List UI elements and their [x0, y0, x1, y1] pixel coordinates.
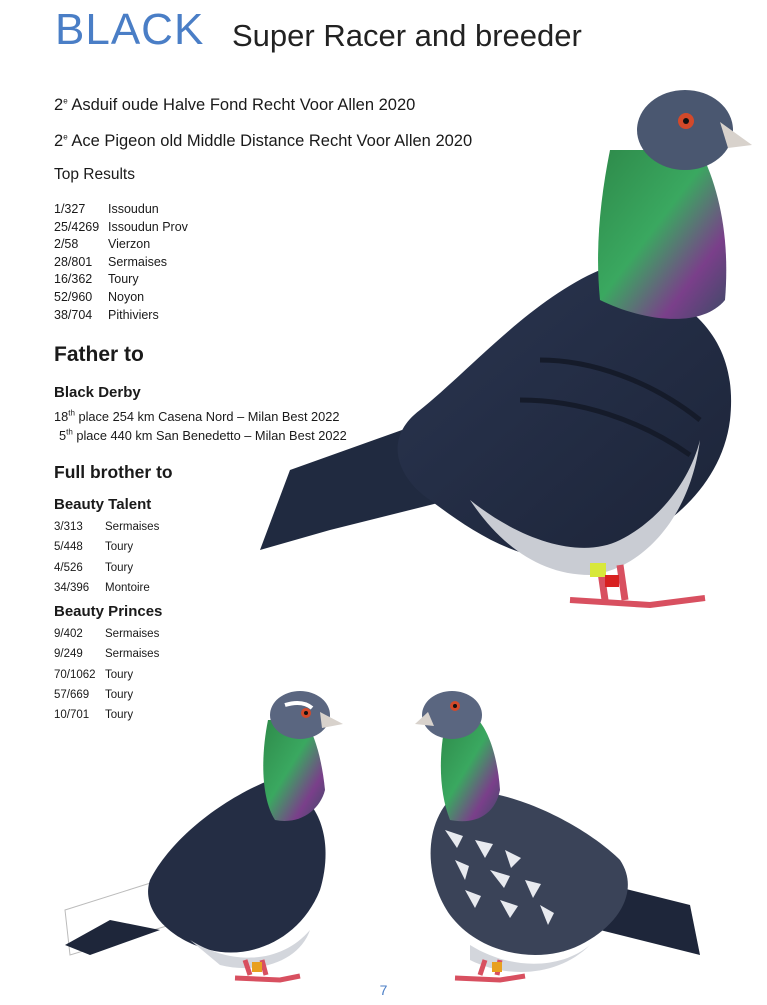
top-results-heading: Top Results — [54, 166, 135, 183]
result-rank: 10/701 — [54, 709, 90, 722]
achievement-1-text: Asduif oude Halve Fond Recht Voor Allen 2020 — [67, 96, 416, 114]
result-rank: 9/402 — [54, 628, 83, 640]
result-rank: 16/362 — [54, 272, 93, 287]
result-rank: 52/960 — [54, 289, 93, 304]
page-title: BLACK — [55, 5, 205, 54]
result-place: Toury — [108, 272, 139, 287]
result-place: Sermaises — [105, 648, 160, 661]
full-brother-heading: Full brother to — [54, 462, 173, 482]
result-place: Sermaises — [105, 521, 160, 533]
offspring-result-place: 18 — [54, 409, 69, 424]
father-to-heading: Father to — [54, 343, 144, 366]
sibling-name: Beauty Princes — [54, 603, 163, 620]
result-place: Toury — [105, 688, 134, 701]
offspring-name: Black Derby — [54, 384, 141, 401]
result-rank: 9/249 — [54, 648, 83, 661]
result-place: Sermaises — [105, 628, 160, 640]
offspring-result-text: place 440 km San Benedetto – Milan Best 2022 — [72, 428, 347, 443]
page-subtitle: Super Racer and breeder — [232, 18, 582, 53]
result-place: Issoudun — [108, 202, 159, 216]
result-rank: 2/58 — [54, 237, 79, 252]
result-rank: 38/704 — [54, 307, 93, 322]
result-rank: 3/313 — [54, 521, 83, 533]
result-place: Noyon — [108, 289, 145, 304]
result-place: Toury — [105, 668, 134, 681]
offspring-result-text: place 254 km Casena Nord – Milan Best 2022 — [74, 409, 340, 424]
result-rank: 70/1062 — [54, 668, 96, 681]
result-place: Montoire — [105, 581, 150, 594]
achievement-1-suffix: e — [63, 96, 68, 106]
achievement-1-number: 2 — [54, 96, 64, 114]
achievement-2-suffix: e — [63, 132, 68, 142]
result-place: Toury — [105, 561, 134, 574]
result-rank: 57/669 — [54, 688, 90, 701]
result-rank: 5/448 — [54, 541, 83, 554]
page-number: 7 — [379, 982, 388, 998]
result-place: Vierzon — [108, 237, 151, 252]
result-rank: 34/396 — [54, 581, 90, 594]
result-rank: 25/4269 — [54, 219, 100, 234]
result-rank: 28/801 — [54, 254, 93, 269]
result-place: Toury — [105, 709, 134, 722]
offspring-result-place: 5 — [59, 428, 67, 443]
result-place: Toury — [105, 541, 134, 554]
result-rank: 1/327 — [54, 202, 86, 216]
result-place: Issoudun Prov — [108, 219, 188, 234]
achievement-2-number: 2 — [54, 132, 64, 150]
achievement-2-text: Ace Pigeon old Middle Distance Recht Voor Allen 2020 — [67, 132, 473, 150]
ordinal-suffix: th — [68, 408, 75, 418]
result-place: Sermaises — [108, 254, 168, 269]
result-rank: 4/526 — [54, 561, 83, 574]
result-place: Pithiviers — [108, 307, 159, 322]
ordinal-suffix: th — [66, 427, 73, 437]
sibling-name: Beauty Talent — [54, 496, 152, 513]
